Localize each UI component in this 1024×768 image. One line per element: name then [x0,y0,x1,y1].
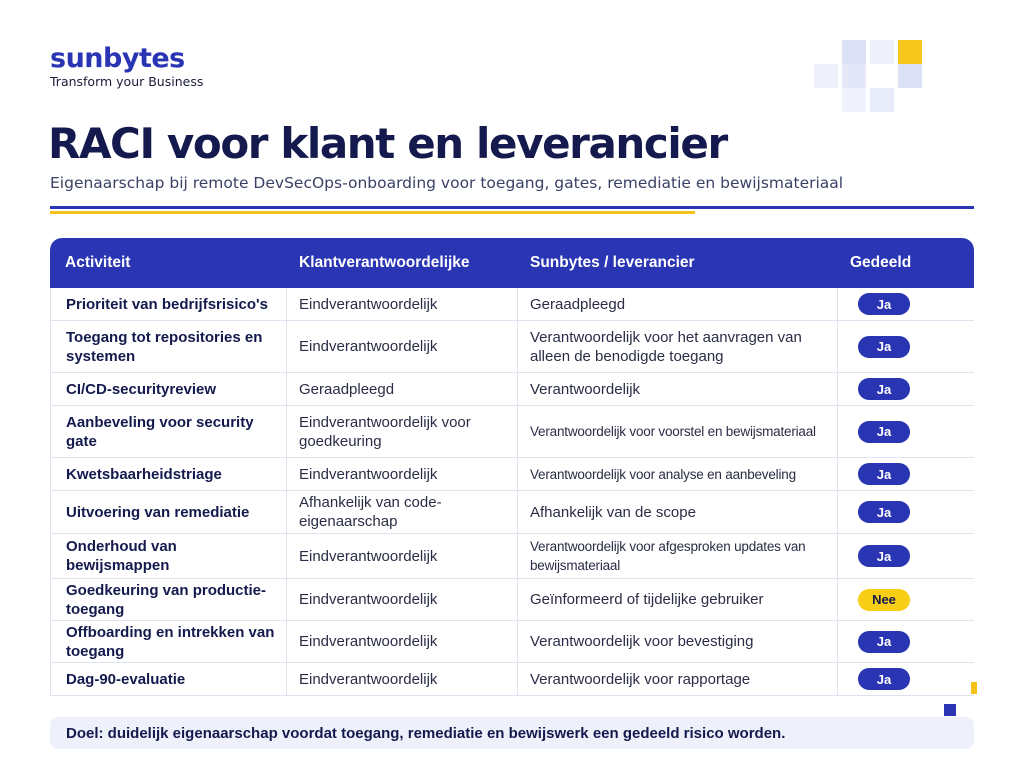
activity-cell: Prioriteit van bedrijfsrisico's [50,288,287,320]
deco-square [842,40,866,64]
shared-cell [838,579,974,620]
shared-cell [838,534,974,578]
customer-cell: Eindverantwoordelijk voor goedkeuring [287,406,518,457]
activity-cell: Kwetsbaarheidstriage [50,458,287,490]
column-header-activity: Activiteit [65,254,131,271]
supplier-cell: Verantwoordelijk voor bevestiging [518,621,838,662]
shared-cell [838,321,974,372]
shared-cell [838,288,974,320]
supplier-cell: Verantwoordelijk voor analyse en aanbeveling [518,458,838,490]
goal-banner: Doel: duidelijk eigenaarschap voordat toegang, remediatie en bewijswerk een gedeeld risico worden. [50,717,974,749]
deco-square [814,64,838,88]
table-row [50,491,974,534]
divider-gold [50,211,695,214]
activity-cell: Uitvoering van remediatie [50,491,287,533]
deco-square [898,64,922,88]
table-row [50,621,974,663]
column-header-shared: Gedeeld [850,254,912,271]
page-subtitle: Eigenaarschap bij remote DevSecOps-onboarding voor toegang, gates, remediatie en bewijsmateriaal [50,174,844,192]
deco-square [870,40,894,64]
activity-cell: Toegang tot repositories en systemen [50,321,287,372]
supplier-cell: Verantwoordelijk voor rapportage [518,663,838,695]
activity-cell: Aanbeveling voor security gate [50,406,287,457]
table-row [50,288,974,321]
customer-cell: Eindverantwoordelijk [287,458,518,490]
shared-cell [838,406,974,457]
customer-cell: Eindverantwoordelijk [287,579,518,620]
column-header-customer: Klantverantwoordelijke [299,254,470,271]
shared-badge: Ja [858,336,910,358]
customer-cell: Eindverantwoordelijk [287,534,518,578]
shared-cell [838,663,974,695]
supplier-cell: Verantwoordelijk voor voorstel en bewijsmateriaal [518,406,838,457]
shared-cell [838,621,974,662]
shared-cell [838,373,974,405]
supplier-cell: Verantwoordelijk [518,373,838,405]
supplier-cell: Verantwoordelijk voor afgesproken updates van bewijsmateriaal [518,534,838,578]
supplier-cell: Afhankelijk van de scope [518,491,838,533]
activity-cell: Dag-90-evaluatie [50,663,287,695]
shared-badge: Ja [858,378,910,400]
table-row [50,579,974,621]
table-row [50,534,974,579]
supplier-cell: Verantwoordelijk voor het aanvragen van alleen de benodigde toegang [518,321,838,372]
customer-cell: Afhankelijk van code-eigenaarschap [287,491,518,533]
column-header-supplier: Sunbytes / leverancier [530,254,695,271]
deco-square [870,88,894,112]
decorative-squares [814,40,924,112]
shared-cell [838,491,974,533]
supplier-cell: Geraadpleegd [518,288,838,320]
shared-badge: Ja [858,545,910,567]
table-row [50,458,974,491]
table-row [50,406,974,458]
activity-cell: Offboarding en intrekken van toegang [50,621,287,662]
page-title: RACI voor klant en leverancier [48,119,727,168]
shared-badge: Ja [858,421,910,443]
shared-badge: Nee [858,589,910,611]
customer-cell: Geraadpleegd [287,373,518,405]
accent-square-gold [971,682,977,694]
brand-logo [50,44,203,90]
raci-table [50,238,974,696]
customer-cell: Eindverantwoordelijk [287,288,518,320]
shared-badge: Ja [858,631,910,653]
shared-badge: Ja [858,463,910,485]
shared-cell [838,458,974,490]
deco-square [842,88,866,112]
table-row [50,373,974,406]
activity-cell: CI/CD-securityreview [50,373,287,405]
table-row [50,663,974,696]
deco-square [898,40,922,64]
customer-cell: Eindverantwoordelijk [287,621,518,662]
customer-cell: Eindverantwoordelijk [287,663,518,695]
activity-cell: Onderhoud van bewijsmappen [50,534,287,578]
shared-badge: Ja [858,293,910,315]
activity-cell: Goedkeuring van productie-toegang [50,579,287,620]
brand-tagline: Transform your Business [50,74,204,89]
deco-square [842,64,866,88]
accent-square-blue [944,704,956,716]
customer-cell: Eindverantwoordelijk [287,321,518,372]
shared-badge: Ja [858,501,910,523]
shared-badge: Ja [858,668,910,690]
brand-name: sunbytes [50,43,185,74]
table-row [50,321,974,373]
divider-blue [50,206,974,209]
table-header [50,238,974,288]
supplier-cell: Geïnformeerd of tijdelijke gebruiker [518,579,838,620]
